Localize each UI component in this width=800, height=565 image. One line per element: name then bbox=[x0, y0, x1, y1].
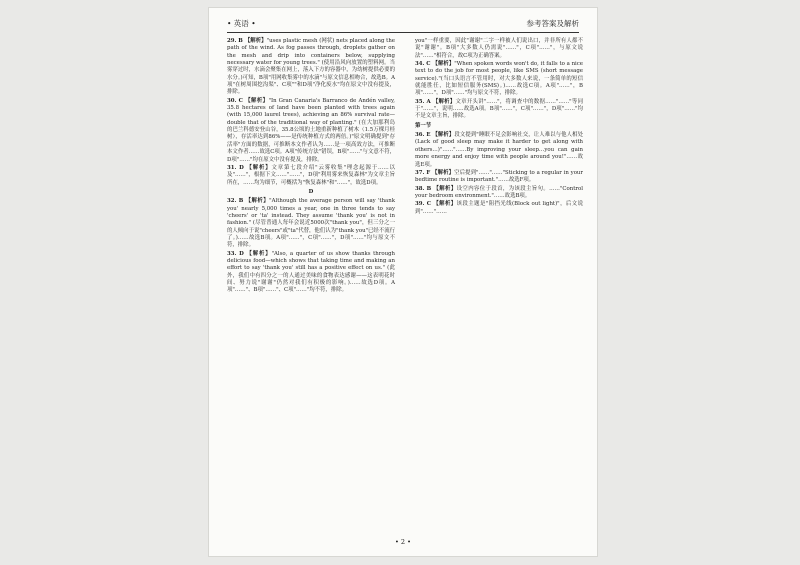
answer-paragraph bbox=[227, 98, 395, 164]
header-title: 参考答案及解析 bbox=[526, 19, 579, 28]
question-number: 33. D bbox=[227, 250, 247, 257]
answer-paragraph bbox=[415, 201, 583, 216]
page-number: • 2 • bbox=[395, 538, 411, 546]
question-number: 29. B bbox=[227, 38, 245, 44]
analysis-text: "Although the average person will say 'thank you' nearly 5,000 times a year, one in three tends to say 'cheers' or 'ta' instead. They assume 'thank you' is not in fashion." (尽管普通人每年会说近5000次"thank you"，但三分之一的人倾向于说"cheers"或"ta"代替，他们认为"thank you"已经不流行了。)……故选B项。A项"……"，C项"……"，D项"……"均与原文不符，排除。 bbox=[227, 198, 395, 249]
answer-paragraph bbox=[415, 99, 583, 121]
question-number: 39. C bbox=[415, 201, 434, 208]
analysis-text: "In Gran Canaria's Barranco de Andén valley, 35.8 hectares of land have been planted with trees again (with 15,000 laurel trees), achieving an 86% survival rate—double that of the traditional way of planting." (在大加那利岛的巴兰科德安登山谷，35.8公顷的土地重新种植了树木（1.5万棵月桂树），存活率达到86%——是传统种植方式的两倍。)"原文明确提到"存活率"方面的数据，可推断本文作者认为……是一项高效方法，可推断本文作者……故选C项。A项"传统方法"错误，B项"……"与文意不符，D项"……"均在原文中没有提及，排除。 bbox=[227, 97, 395, 163]
analysis-tag: 【解析】 bbox=[246, 164, 272, 171]
section-letter: D bbox=[308, 188, 314, 195]
analysis-tag: 【解析】 bbox=[433, 185, 457, 192]
answer-paragraph bbox=[415, 132, 583, 169]
analysis-tag: 【解析】 bbox=[245, 198, 270, 205]
analysis-text: 设空内容位于段首，为该段主旨句。……"Control your bedroom environment."……故选B项。 bbox=[415, 185, 583, 199]
document-page bbox=[209, 8, 597, 556]
question-number: 35. A bbox=[415, 98, 433, 105]
analysis-text: 该段主题是"阻挡光线(Block out light)"，后文说到"……"…… bbox=[415, 201, 583, 215]
analysis-tag: 【解析】 bbox=[432, 61, 455, 68]
analysis-text: "When spoken words won't do, it falls to a nice text to do the job for most people, like SMS (short message service)."(当口头语言不管用时，对大多数人来说，一条简单的短信就能胜任，比如短信服务(SMS)。)……故选C项。A项"……"，B项"……"，D项"……"均与原文不符，排除。 bbox=[415, 61, 583, 97]
answer-paragraph bbox=[227, 198, 395, 249]
analysis-text: "Also, a quarter of us show thanks through delicious food—which shows that taking time and making an effort to say 'thank you' still has a positive effect on us." (此外，我们中有四分之一的人通过美味的食物表达感谢——这表明花时间、努力说"谢谢"仍然对我们有积极的影响。)……故选D项。A项"……"、B项"……"、C项"……"均不符，排除。 bbox=[227, 250, 395, 294]
answer-paragraph bbox=[415, 61, 583, 98]
analysis-text: 文章开头讲"……"，将调查中的数据……"……"等同于"……"，说明……故选A项。B项"……"，C项"……"，D项"……"均不是文章主旨，排除。 bbox=[415, 98, 583, 120]
header-subject: • 英语 • bbox=[227, 19, 256, 28]
answer-paragraph bbox=[227, 165, 395, 187]
section-heading: 第一节 bbox=[415, 122, 432, 129]
analysis-text: 空后提到"……"……"Sticking to a regular in your bedtime routine is important."……故选F项。 bbox=[415, 169, 583, 184]
analysis-tag: 【解析】 bbox=[432, 98, 456, 105]
question-number: 37. F bbox=[415, 169, 433, 176]
answer-paragraph bbox=[415, 170, 583, 185]
page-header bbox=[227, 18, 579, 32]
left-column bbox=[227, 38, 395, 296]
question-number: 38. B bbox=[415, 185, 434, 192]
header-rule bbox=[227, 32, 579, 33]
answer-paragraph bbox=[415, 186, 583, 201]
right-column bbox=[415, 38, 583, 217]
analysis-tag: 【解析】 bbox=[433, 201, 457, 208]
analysis-tag: 【解析】 bbox=[246, 250, 272, 257]
question-number: 31. D bbox=[227, 164, 247, 171]
analysis-text: you"一样重要，因此"谢谢"二字一样被人们说出口，并非所有人都不说"谢谢"。B项"大多数人仍需说"……"，C项"……"，与原文说法"……"相符合，故C项为正确答案。 bbox=[415, 38, 583, 59]
analysis-text: "uses plastic mesh (网状) nets placed along the path of the wind. As fog passes through, droplets gather on the mesh and drip into containers below, supplying necessary water for young trees." (使用沿风向放置的塑料网。当雾穿过时，水滴会聚集在网上，落入下方的容器中，为幼树提供必要的水分。)可知，B项"用网收集雾中的水滴"与原文信息相吻合，故选B。A项"在树周围挖沟渠"、C项""和D项"净化废水"均在原文中没有提及，排除。 bbox=[227, 38, 395, 96]
analysis-tag: 【解析】 bbox=[432, 169, 455, 176]
question-number: 34. C bbox=[415, 61, 433, 68]
analysis-text: 文章第七段介绍"云雾收集"理念起源于……以及"……"，根据下文……"……"，D项"利用雾来恢复森林"为文章主旨所在，……均为细节，可概括为"恢复森林"和"……"，故选D项。 bbox=[227, 164, 395, 186]
analysis-tag: 【解析】 bbox=[432, 132, 455, 139]
analysis-tag: 【解析】 bbox=[245, 97, 269, 104]
question-number: 30. C bbox=[227, 97, 246, 104]
question-number: 36. E bbox=[415, 132, 433, 139]
answer-paragraph bbox=[227, 251, 395, 295]
answer-paragraph bbox=[227, 38, 395, 97]
question-number: 32. B bbox=[227, 198, 246, 205]
analysis-tag: 【解析】 bbox=[244, 38, 267, 44]
answer-paragraph bbox=[415, 38, 583, 60]
analysis-text: 段文提到"睡眠不足会影响社交，让人难以与他人相处(Lack of good sleep may make it harder to get along with others…)"……"……By improving your sleep…you can gain more energy and enjoy time with people around you!"……故选E项。 bbox=[415, 132, 583, 168]
